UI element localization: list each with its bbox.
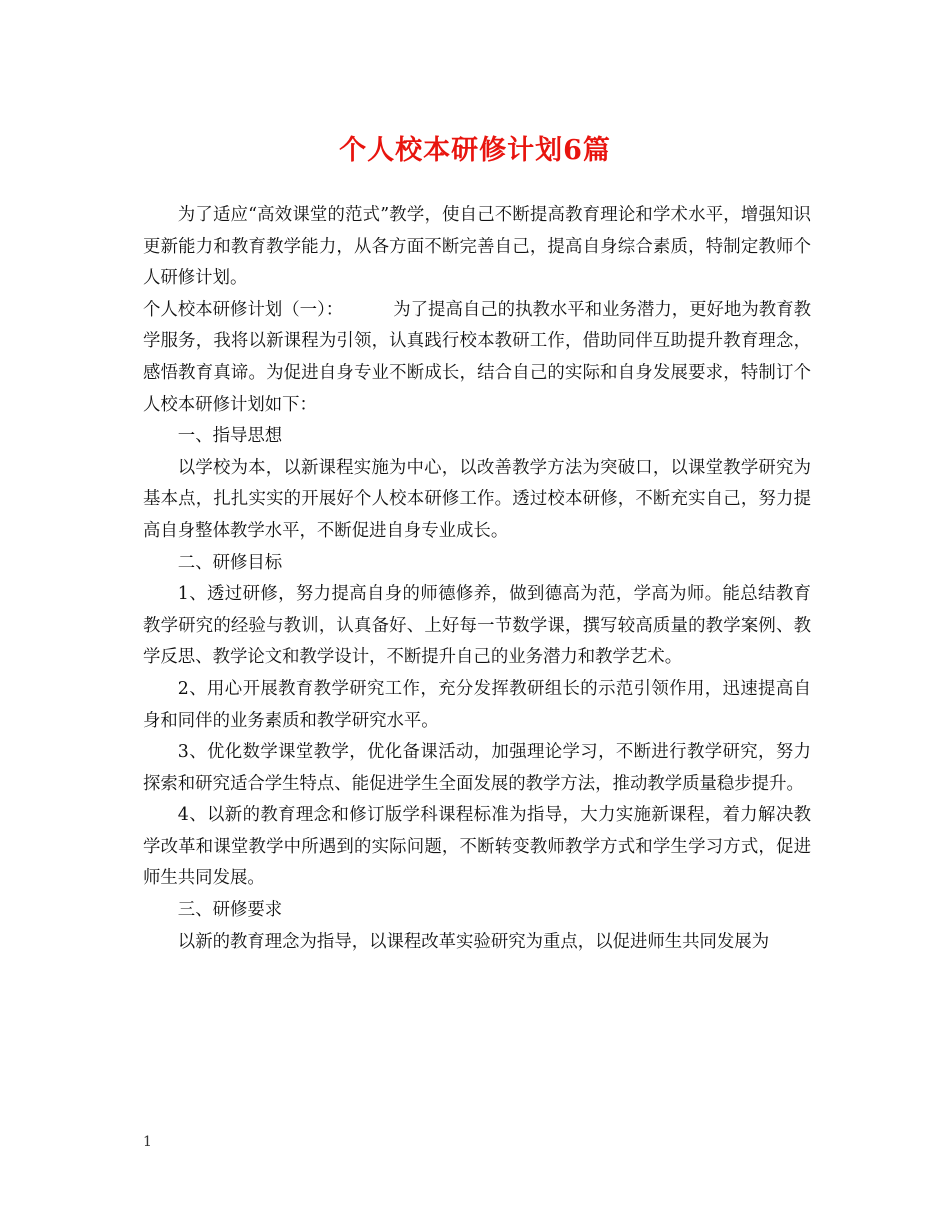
- section-one-paragraph: [143, 295, 811, 421]
- heading-goals: 二、研修目标: [177, 552, 283, 573]
- goal-item-3: 3、优化数学课堂教学，优化备课活动，加强理论学习，不断进行教学研究，努力探索和研究适合学生特点、能促进学生全面发展的教学方法，推动教学质量稳步提升。: [143, 742, 811, 794]
- goal-item-1: 1、透过研修，努力提高自身的师德修养，做到德高为范，学高为师。能总结教育教学研究的经验与教训，认真备好、上好每一节数学课，撰写较高质量的教学案例、教学反思、教学论文和教学设计，不断提升自己的业务潜力和教学艺术。: [143, 584, 811, 668]
- goal-item-2: 2、用心开展教育教学研究工作，充分发挥教研组长的示范引领作用，迅速提高自身和同伴的业务素质和教学研究水平。: [143, 678, 811, 731]
- document-title: 个人校本研修计划6篇: [339, 135, 611, 166]
- goal-item-4: 4、以新的教育理念和修订版学科课程标准为指导，大力实施新课程，着力解决教学改革和课堂教学中所遇到的实际问题，不断转变教师教学方式和学生学习方式，促进师生共同发展。: [143, 805, 811, 889]
- intro-paragraph: 为了适应“高效课堂的范式”教学，使自己不断提高教育理论和学术水平，增强知识更新能力和教育教学能力，从各方面不断完善自己，提高自身综合素质，特制定教师个人研修计划。: [143, 205, 811, 289]
- section-one-label: 个人校本研修计划（一）：: [143, 299, 344, 320]
- guiding-idea-paragraph: 以学校为本，以新课程实施为中心，以改善教学方法为突破口，以课堂教学研究为基本点，扎扎实实的开展好个人校本研修工作。透过校本研修，不断充实自己，努力提高自身整体教学水平，不断促进自身专业成长。: [143, 457, 811, 541]
- requirements-paragraph: 以新的教育理念为指导，以课程改革实验研究为重点，以促进师生共同发展为: [177, 931, 770, 952]
- heading-guiding-idea: 一、指导思想: [177, 426, 283, 447]
- section-one-text: 为了提高自己的执教水平和业务潜力，更好地为教育教学服务，我将以新课程为引领，认真践行校本教研工作，借助同伴互助提升教育理念，感悟教育真谛。为促进自身专业不断成长，结合自己的实际和自身发展要求，特制订个人校本研修计划如下：: [143, 299, 811, 415]
- page-number: 1: [143, 1134, 152, 1150]
- heading-requirements: 三、研修要求: [177, 900, 283, 921]
- document-body: [143, 200, 811, 958]
